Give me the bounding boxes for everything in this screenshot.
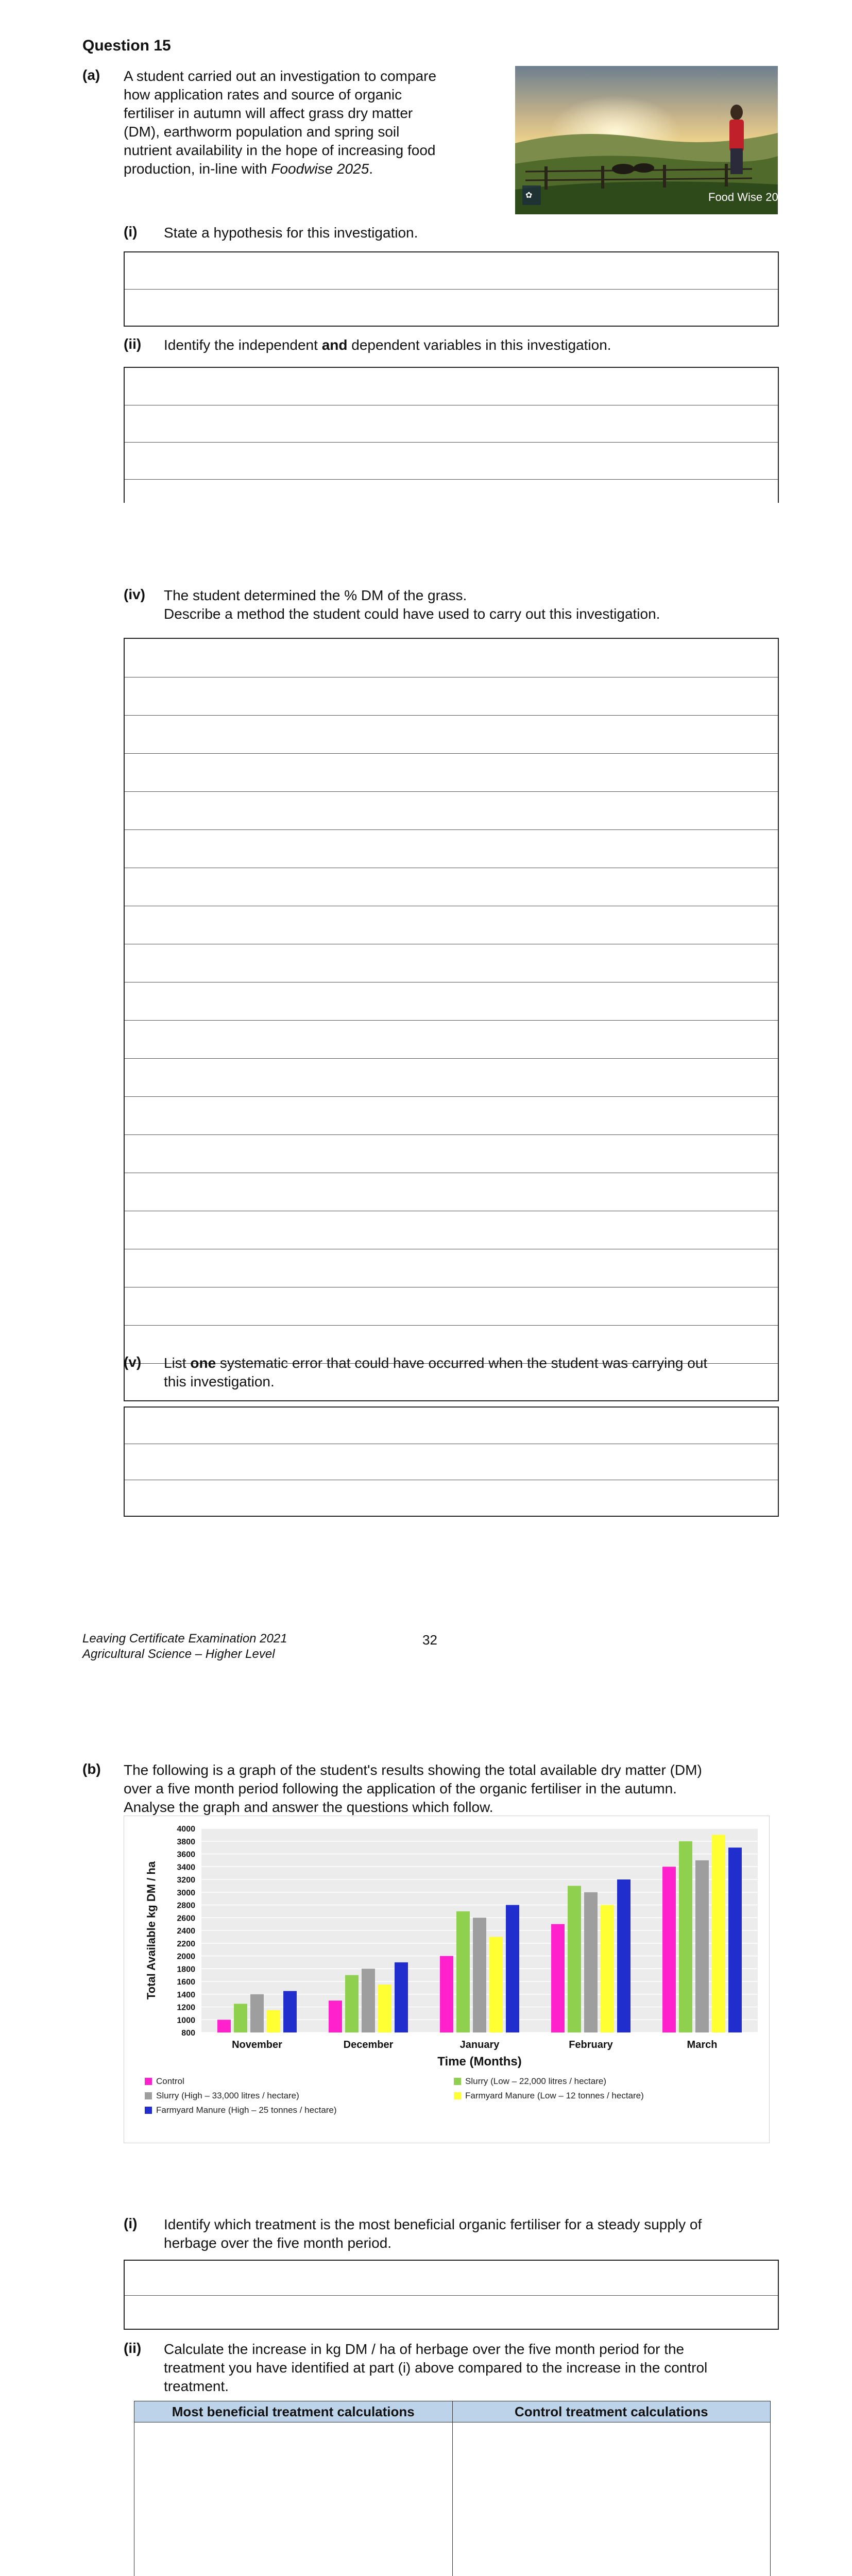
chart-bar [712,1835,725,2032]
legend-swatch [454,2078,461,2085]
y-tick-label: 1400 [177,1990,195,1999]
chart-bar [395,1962,408,2032]
answer-box-a-ii[interactable] [124,367,779,503]
page-number-32: 32 [422,1632,437,1648]
answer-box-a-v[interactable] [124,1406,779,1517]
chart-bar [728,1848,742,2032]
chart-bar [679,1841,692,2032]
svg-text:✿: ✿ [525,191,533,200]
chart-bar [695,1860,709,2032]
x-tick-label: February [569,2039,613,2050]
y-tick-label: 1200 [177,2003,195,2012]
table-header-control: Control treatment calculations [452,2401,771,2422]
question-title: Question 15 [82,37,171,54]
y-tick-label: 1600 [177,1978,195,1987]
legend-swatch [145,2078,152,2085]
chart-bar [345,1975,359,2032]
part-a-v-text: List one systematic error that could have occurred when the student was carrying out this investigation. [164,1355,708,1389]
chart-bar [378,1985,391,2032]
table-header-beneficial: Most beneficial treatment calculations [134,2401,453,2422]
legend-swatch [145,2092,152,2099]
y-tick-label: 3600 [177,1850,195,1859]
legend-entry: Farmyard Manure (High – 25 tonnes / hectare) [156,2105,337,2115]
part-a-v-label: (v) [124,1354,142,1370]
answer-box-a-i[interactable] [124,251,779,327]
y-tick-label: 1000 [177,2016,195,2025]
part-a-intro: A student carried out an investigation to compare how application rates and source of organic fertiliser in autumn will affect grass dry matter (DM), earthworm population and spring soil nutrient availability in the hope of increasing food production, in-line with Foodwise 2025. [124,68,437,177]
y-tick-label: 3000 [177,1888,195,1897]
legend-entry: Farmyard Manure (Low – 12 tonnes / hectare) [465,2091,644,2100]
x-tick-label: January [459,2039,500,2050]
chart-bar [506,1905,519,2033]
chart-bar [329,2001,342,2032]
chart-bar [601,1905,614,2033]
part-b-label: (b) [82,1761,101,1777]
y-tick-label: 3200 [177,1876,195,1885]
y-tick-label: 2400 [177,1927,195,1936]
chart-bar [473,1918,486,2032]
footer-page-32: Leaving Certificate Examination 2021 Agricultural Science – Higher Level [82,1632,287,1661]
x-axis-label: Time (Months) [437,2055,522,2069]
part-a-iv-text: The student determined the % DM of the grass. Describe a method the student could have used to carry out this investigation. [164,587,660,622]
part-b-i-text: Identify which treatment is the most beneficial organic fertiliser for a steady supply of herbage over the five month period. [164,2216,702,2251]
legend-swatch [454,2092,461,2099]
answer-box-b-i[interactable] [124,2260,779,2330]
part-a-i-label: (i) [124,224,138,240]
dm-bar-chart [124,1816,770,2144]
part-a-iv-label: (iv) [124,586,145,602]
legend-swatch [145,2107,152,2114]
chart-bar [267,2010,280,2032]
y-tick-label: 800 [181,2029,195,2038]
chart-bar [234,2004,247,2032]
legend-entry: Control [156,2076,184,2086]
control-calc-cell[interactable] [452,2422,771,2576]
y-tick-label: 2800 [177,1901,195,1910]
chart-bar [456,1911,470,2032]
part-a-label: (a) [82,67,100,83]
legend-entry: Slurry (Low – 22,000 litres / hectare) [465,2076,607,2086]
chart-bar [662,1867,676,2032]
part-b-intro: The following is a graph of the student's results showing the total available dry matter (DM) over a five month period following the application of the organic fertiliser in the autumn. Analyse the graph and answer the questions which follow. [124,1762,702,1815]
chart-frame [124,1816,770,2143]
y-tick-label: 3800 [177,1837,195,1846]
y-tick-label: 4000 [177,1825,195,1834]
chart-bar [440,1956,453,2033]
y-tick-label: 3400 [177,1863,195,1872]
chart-bar [489,1937,503,2032]
chart-bar [217,2020,231,2032]
y-tick-label: 2600 [177,1914,195,1923]
legend-entry: Slurry (High – 33,000 litres / hectare) [156,2091,299,2100]
beneficial-calc-cell[interactable] [134,2422,453,2576]
calculation-table [134,2401,771,2576]
y-tick-label: 2200 [177,1939,195,1948]
chart-bar [283,1991,297,2032]
foodwise-photo [515,66,791,214]
part-a-i-text: State a hypothesis for this investigation. [164,225,418,241]
chart-bar [568,1886,581,2032]
x-tick-label: December [343,2039,394,2050]
photo-caption: Food Wise 2025 [708,191,791,204]
y-axis-label: Total Available kg DM / ha [145,1861,158,2000]
chart-bar [250,1994,264,2032]
y-tick-label: 1800 [177,1965,195,1974]
x-tick-label: November [232,2039,282,2050]
part-b-i-label: (i) [124,2215,138,2231]
chart-bar [617,1879,631,2032]
y-tick-label: 2000 [177,1952,195,1961]
part-b-ii-label: (ii) [124,2340,142,2356]
part-a-ii-text: Identify the independent and dependent variables in this investigation. [164,337,611,353]
x-tick-label: March [687,2039,718,2050]
chart-bar [584,1892,598,2032]
part-b-ii-text: Calculate the increase in kg DM / ha of herbage over the five month period for the treatment you have identified at part (i) above compared to the increase in the control treatment. [164,2341,708,2394]
part-a-ii-label: (ii) [124,336,142,352]
chart-bar [551,1924,565,2032]
farm-sunset-image [515,66,791,214]
answer-box-a-iv[interactable] [124,638,779,1401]
chart-bar [362,1969,375,2032]
